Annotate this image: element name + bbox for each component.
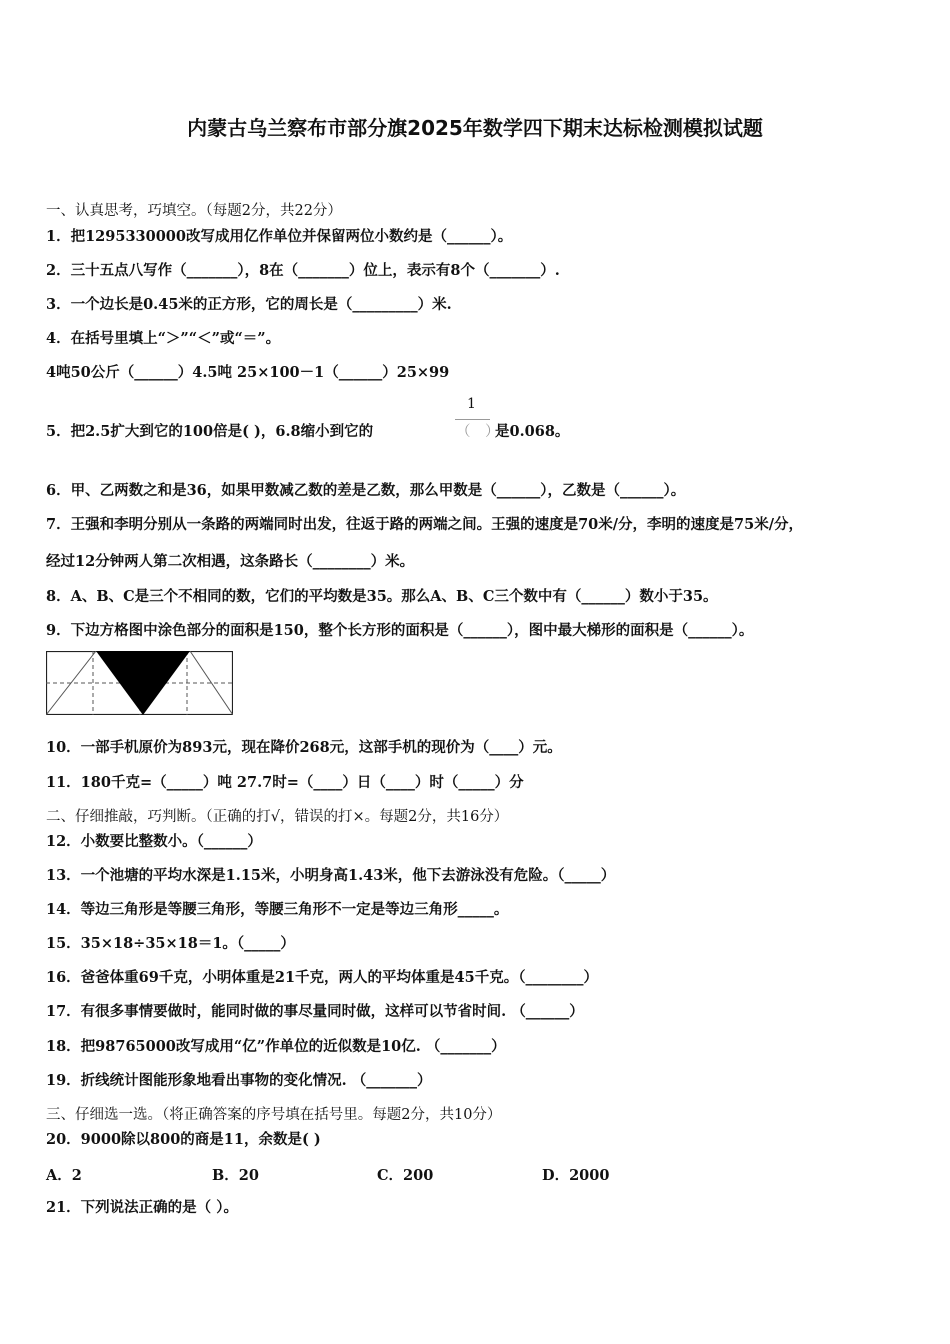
question-7-line-2: 经过12分钟两人第二次相遇，这条路长（________）米。 [46, 553, 415, 570]
option-b[interactable]: B．20 [212, 1167, 259, 1184]
question-7-line-1: 7．王强和李明分别从一条路的两端同时出发，往返于路的两端之间。王强的速度是70米/分，李明的速度是75米/分， [46, 516, 804, 533]
question-3: 3．一个边长是0.45米的正方形，它的周长是（_________）米. [46, 296, 452, 313]
question-13: 13．一个池塘的平均水深是1.15米，小明身高1.43米，他下去游泳没有危险。（_____） [46, 867, 616, 884]
question-19: 19．折线统计图能形象地看出事物的变化情况. （_______） [46, 1072, 432, 1089]
question-18: 18．把98765000改写成用“亿”作单位的近似数是10亿. （_______） [46, 1038, 506, 1055]
question-17: 17．有很多事情要做时，能同时做的事尽量同时做，这样可以节省时间. （______） [46, 1003, 584, 1020]
fraction-bar [455, 419, 490, 420]
question-4-items: 4吨50公斤（______）4.5吨 25×100－1（______）25×99 [46, 364, 450, 381]
question-15: 15．35×18÷35×18＝1。（_____） [46, 935, 295, 952]
section-heading-3: 三、仔细选一选。（将正确答案的序号填在括号里。每题2分，共10分） [46, 1107, 502, 1123]
question-5-end: 是0.068。 [495, 423, 570, 440]
fraction-denominator-blank: （ ） [456, 424, 500, 440]
question-16: 16．爸爸体重69千克，小明体重是21千克，两人的平均体重是45千克。（________） [46, 969, 598, 986]
section-heading-2: 二、仔细推敲，巧判断。（正确的打√，错误的打×。每题2分，共16分） [46, 809, 509, 825]
question-8: 8．A、B、C是三个不相同的数，它们的平均数是35。那么A、B、C三个数中有（______）数小于35。 [46, 588, 718, 605]
option-d[interactable]: D．2000 [542, 1167, 610, 1184]
question-4: 4．在括号里填上“＞”“＜”或“＝”。 [46, 330, 281, 347]
page-title: 内蒙古乌兰察布市部分旗2025年数学四下期末达标检测模拟试题 [187, 116, 763, 140]
question-20: 20．9000除以800的商是11，余数是( ) [46, 1131, 321, 1148]
question-14: 14．等边三角形是等腰三角形，等腰三角形不一定是等边三角形_____。 [46, 901, 509, 918]
option-c[interactable]: C．200 [377, 1167, 434, 1184]
question-21: 21．下列说法正确的是（ ）。 [46, 1199, 238, 1216]
question-12: 12．小数要比整数小。（______） [46, 833, 262, 850]
question-5: 5．把2.5扩大到它的100倍是( )，6.8缩小到它的 [46, 423, 374, 440]
question-6: 6．甲、乙两数之和是36，如果甲数减乙数的差是乙数，那么甲数是（______），乙数是（______）。 [46, 482, 686, 499]
question-2: 2．三十五点八写作（_______），8在（_______）位上，表示有8个（_______）. [46, 262, 560, 279]
fraction-numerator: 1 [467, 396, 476, 412]
question-1: 1．把1295330000改写成用亿作单位并保留两位小数约是（______）。 [46, 228, 513, 245]
question-9: 9．下边方格图中涂色部分的面积是150，整个长方形的面积是（______），图中最大梯形的面积是（______）。 [46, 622, 754, 639]
grid-figure [46, 651, 233, 715]
question-10: 10．一部手机原价为893元，现在降价268元，这部手机的现价为（____）元。 [46, 739, 562, 756]
question-11: 11．180千克=（_____）吨 27.7时=（____）日（____）时（_____）分 [46, 774, 524, 791]
option-a[interactable]: A．2 [46, 1167, 82, 1184]
section-heading-1: 一、认真思考，巧填空。（每题2分，共22分） [46, 203, 342, 219]
